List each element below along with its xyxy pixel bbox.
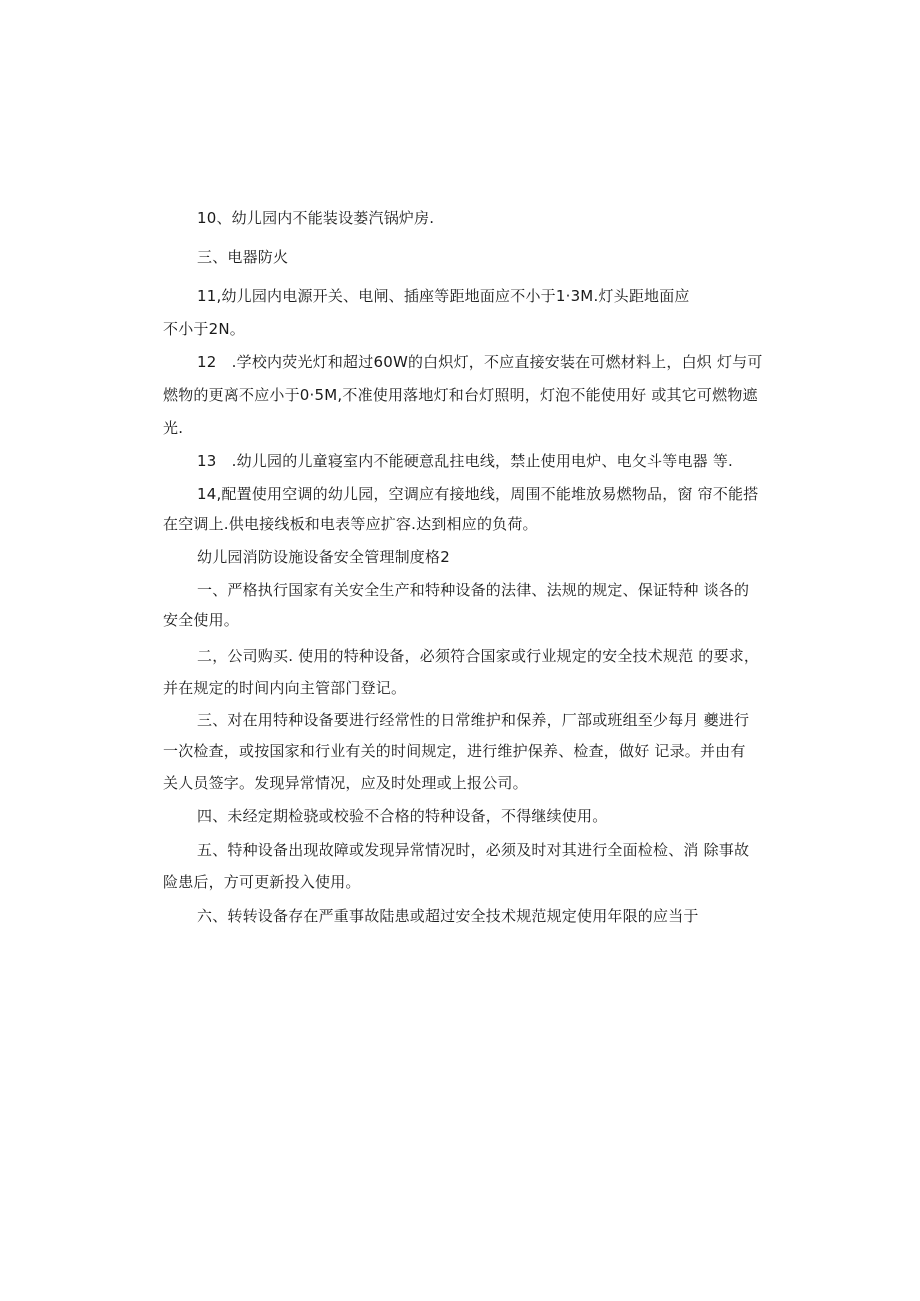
item-5-line-1: 五、特种设备出现故障或发现异常情况时，必须及时对其进行全面检检、消 除事故 xyxy=(197,841,750,859)
item-3-line-1: 三、对在用特种设备要进行经常性的日常维护和保养，厂部或班组至少每月 夔进行 xyxy=(197,711,750,729)
item-1-line-2: 安全使用。 xyxy=(163,611,240,629)
item-3-line-3: 关人员签字。发现异常情况，应及时处理或上报公司。 xyxy=(163,774,528,792)
paragraph-11-line-2: 不小于2N。 xyxy=(163,320,245,338)
paragraph-12-line-3: 光. xyxy=(163,419,184,437)
paragraph-11-line-1: 11,幼儿园内电源开关、电闸、插座等距地面应不小于1·3M.灯头距地面应 xyxy=(197,287,690,305)
document-subtitle: 幼儿园消防设施设备安全管理制度格2 xyxy=(197,548,450,566)
paragraph-13: 13 .幼儿园的儿童寝室内不能硬意乱拄电线，禁止使用电炉、电攵斗等电器 等. xyxy=(197,452,733,470)
paragraph-10: 10、幼儿园内不能装设蒌汽锅炉房. xyxy=(197,209,435,227)
section-heading-electrical-fire: 三、电器防火 xyxy=(197,248,289,266)
paragraph-12-line-1: 12 .学校内荧光灯和超过60W的白炽灯，不应直接安装在可燃材料上，白炽 灯与可 xyxy=(197,353,763,371)
item-1-line-1: 一、严格执行国家有关安全生产和特种设备的法律、法规的规定、保证特种 谈各的 xyxy=(197,581,750,599)
item-2-line-1: 二，公司购买. 使用的特种设备，必须符合国家或行业规定的安全技术规范 的要求， xyxy=(197,647,760,665)
paragraph-14-line-2: 在空调上.供电接线板和电表等应扩容.达到相应的负荷。 xyxy=(163,515,538,533)
item-4: 四、未经定期检骁或校验不合格的特种设备，不得继续使用。 xyxy=(197,807,608,825)
item-6: 六、转转设备存在严重事故陆患或超过安全技术规范规定使用年限的应当于 xyxy=(197,907,699,925)
paragraph-14-line-1: 14,配置使用空调的幼儿园，空调应有接地线，周围不能堆放易燃物品，窗 帘不能搭 xyxy=(197,485,759,503)
item-2-line-2: 并在规定的时间内向主管部门登记。 xyxy=(163,679,407,697)
paragraph-12-line-2: 燃物的更离不应小于0·5M,不准使用落地灯和台灯照明，灯泡不能使用好 或其它可燃物遮 xyxy=(163,386,758,404)
item-5-line-2: 险患后，方可更新投入使用。 xyxy=(163,873,361,891)
item-3-line-2: 一次检查，或按国家和行业有关的时间规定，进行维护保养、检查，做好 记录。并由有 xyxy=(163,742,746,760)
